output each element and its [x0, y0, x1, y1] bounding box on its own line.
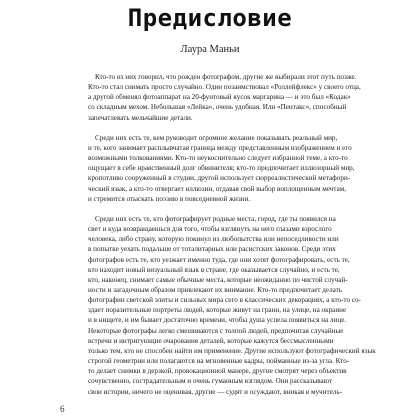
text-line: кропотливо сооруженный в студии, другой использует сюрреалистический метафори-: [88, 174, 351, 183]
text-line: ощущает в себе нравственный долг обвинителя; кто-то предпочитает иллюзорный мир,: [88, 164, 355, 173]
text-line: встречи и интригующие очарования деталей, которые кажутся бессмысленными: [88, 336, 334, 345]
text-line: возможными толкованиями. Кто-то неукоснительно следует избранной теме, а кто-то: [88, 154, 348, 163]
text-line: Некоторые фотографы легко смешиваются с толпой людей, предпочитая случайные: [88, 326, 344, 335]
text-line: запечатлевать мельчайшие детали.: [88, 113, 193, 122]
text-line: кто, наконец, снимает самые обычные места, которые неожиданно по чистой случай-: [88, 275, 348, 284]
author-name: Лаура Маньи: [180, 44, 240, 55]
text-line: и стремится отыскать поэзию в повседневной жизни.: [88, 194, 251, 203]
text-line: в попытке уехать подальше от тоталитарных или расистских законов. Среди этих: [88, 245, 336, 254]
text-line: Кто-то из них говорил, что рожден фотографом, другие же выбирали этот путь позже.: [95, 73, 357, 81]
text-line: Среди них есть те, кем руководит огромное желание показывать реальный мир,: [95, 133, 338, 142]
text-line: строгой геометрии или полагаются на мгновенные кадры, пойманные из-за угла. Кто-: [88, 357, 350, 366]
text-line: и в нищете, и им бывает достаточно времени, чтобы душа успела появиться на лице.: [88, 316, 347, 325]
text-line: кто находит новый визуальный язык в стране, где оказывается случайно, и есть те,: [88, 265, 340, 274]
text-line: фотографии светской элиты и сильных мира сего в классических декорациях, а кто-то со-: [88, 296, 361, 305]
text-line: то делает снимки в дерзкой, провокационной манере, другие смотрят через объектив: [88, 367, 347, 376]
text-line: сочувственно, сострадательным и очень гуманным взглядом. Они рассказывают: [88, 377, 333, 386]
text-line: ности и загадочным образом привлекают их внимание. Кто-то предпочитает делать: [88, 285, 343, 294]
text-line: Среди них есть те, кто фотографирует родные места, город, где ты появился на: [95, 214, 336, 223]
paragraph-1: [88, 72, 361, 123]
text-line: свои истории, ничего не оценивая, другие — судят и осуждают, вникая в мучитель-: [88, 387, 342, 396]
body-text: [88, 72, 376, 407]
text-line: ческий язык, а кто-то отвергает иллюзии, отдавая свой выбор воплощенным мечтам,: [88, 184, 347, 193]
page-title: Предисловие: [127, 4, 293, 32]
paragraph-2: [88, 133, 355, 204]
text-line: и те, кого занимает расплывчатая граница между представленным изображением и его: [88, 143, 352, 152]
text-line: фотографов есть те, кто уезжает именно туда, где они хотят фотографировать, есть те,: [88, 255, 350, 264]
text-line: человека, либо страну, которую покинул из любопытства или непоседливости или: [88, 235, 339, 244]
page-number: 6: [60, 404, 65, 414]
text-line: свет и куда возвращаешься для того, чтобы взглянуть на него глазами взрослого: [88, 225, 332, 234]
text-line: а другой обменял фотоаппарат на 20-фунтовый кусок маргарина — и это был «Кодак»: [88, 93, 351, 102]
text-line: со складным мехом. Небольшая «Лейка», очень удобная. Или «Пентакс», способный: [88, 103, 347, 112]
text-line: только тем, кто не способен найти им применение. Другие используют фотографический язык: [88, 346, 376, 355]
paragraph-3: [88, 214, 376, 397]
text-line: Кто-то стал снимать просто случайно. Один позаимствовал «Роллейфлекс» у своего отца,: [88, 83, 361, 92]
text-line: здает поразительные портреты людей, которые живут на грани, на улице, на окраине: [88, 306, 347, 315]
